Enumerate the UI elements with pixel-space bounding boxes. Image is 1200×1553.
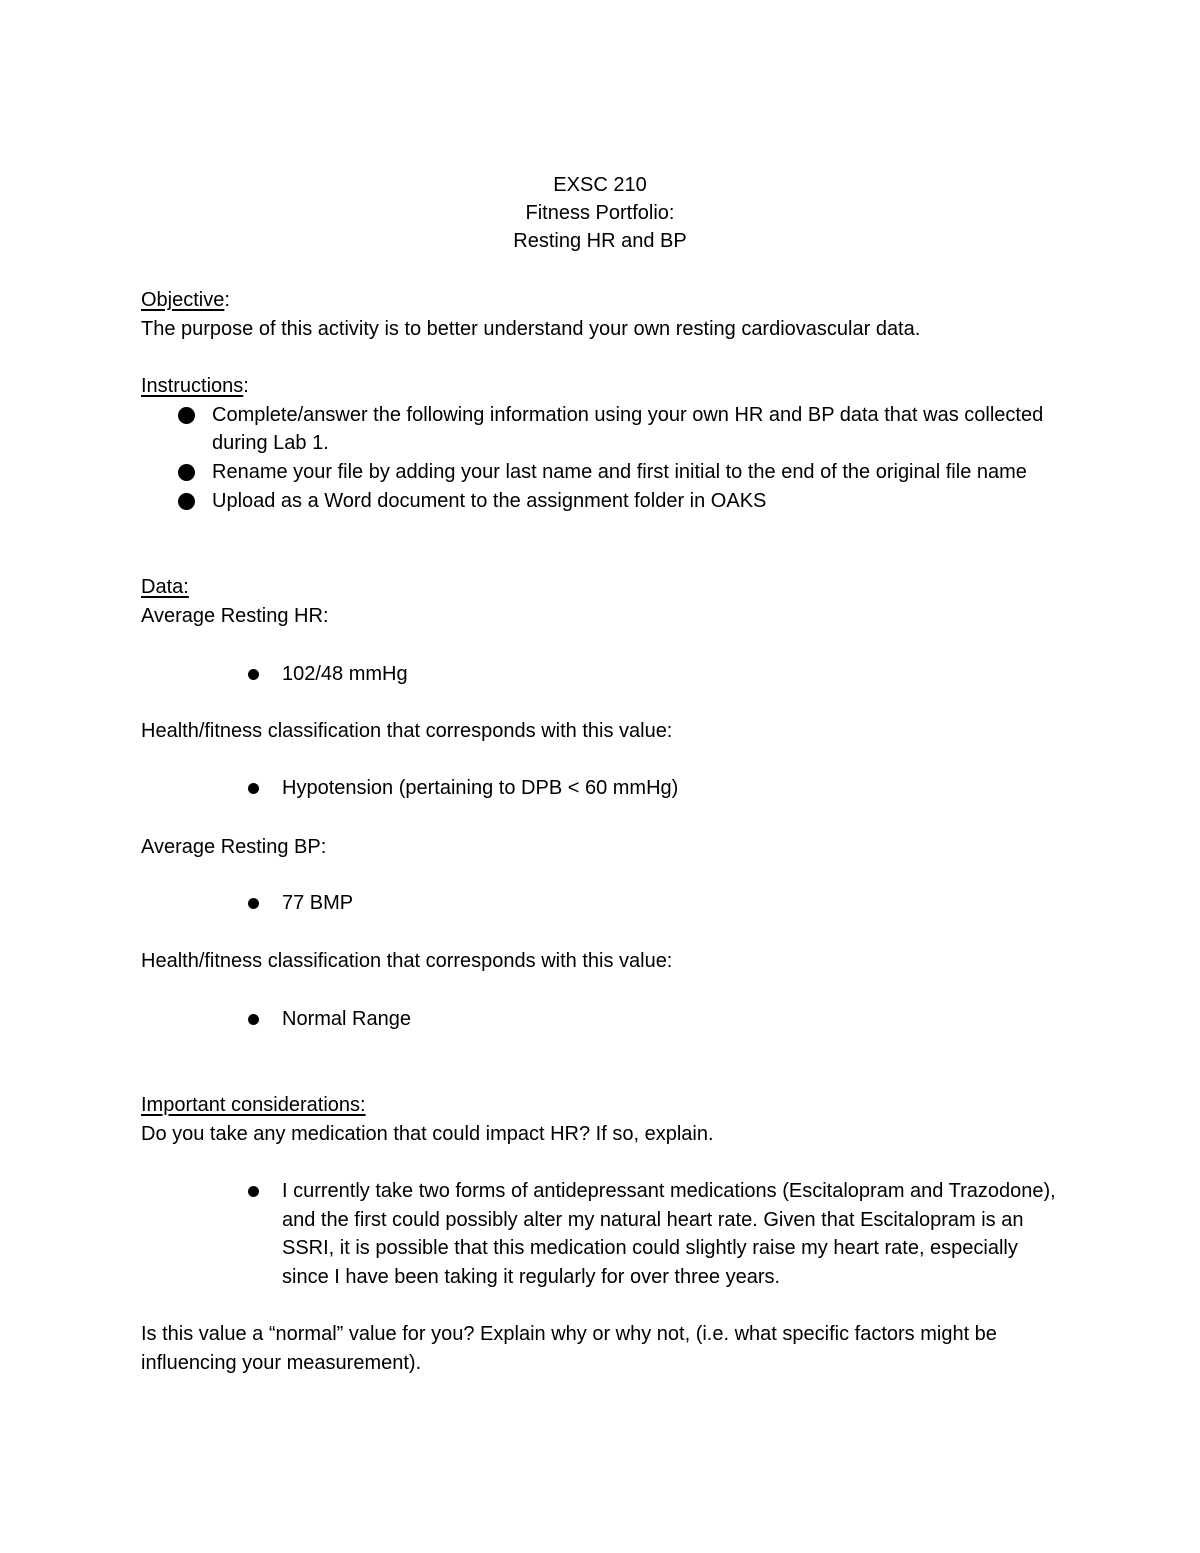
bullet-icon bbox=[248, 1014, 259, 1025]
data-section bbox=[141, 573, 1071, 630]
bullet-icon bbox=[248, 669, 259, 680]
bullet-icon bbox=[248, 1186, 259, 1197]
medication-question: Do you take any medication that could impact HR? If so, explain. bbox=[141, 1122, 714, 1145]
document-header bbox=[0, 171, 1200, 256]
objective-heading-line bbox=[141, 286, 1071, 315]
objective-heading: Objective bbox=[141, 289, 225, 311]
classification-value-2: Normal Range bbox=[282, 1008, 411, 1030]
instructions-section bbox=[141, 372, 1071, 516]
bp-value-item bbox=[282, 889, 1062, 918]
normal-value-question: Is this value a “normal” value for you? Explain why or why not, (i.e. what specific factors might be influencing your measurement). bbox=[141, 1323, 997, 1374]
list-item-text: Complete/answer the following information using your own HR and BP data that was collected during Lab 1. bbox=[212, 403, 1044, 455]
data-heading: Data: bbox=[141, 576, 189, 598]
bullet-icon bbox=[178, 464, 195, 481]
classification-label-1: Health/fitness classification that corresponds with this value: bbox=[141, 720, 673, 742]
bullet-icon bbox=[248, 783, 259, 794]
instructions-heading-line bbox=[141, 372, 1071, 401]
hr-value-item bbox=[282, 660, 1062, 689]
bp-value: 77 BMP bbox=[282, 892, 354, 914]
bullet-icon bbox=[178, 407, 195, 424]
objective-section bbox=[141, 286, 1071, 343]
objective-text: The purpose of this activity is to better understand your own resting cardiovascular data. bbox=[141, 317, 921, 340]
document-subtitle: Resting HR and BP bbox=[513, 230, 687, 253]
considerations-section bbox=[141, 1091, 1071, 1148]
list-item-text: Rename your file by adding your last name and first initial to the end of the original file name bbox=[212, 461, 1027, 484]
list-item-text: Upload as a Word document to the assignment folder in OAKS bbox=[212, 489, 767, 512]
considerations-heading: Important considerations: bbox=[141, 1094, 366, 1116]
instructions-heading: Instructions bbox=[141, 375, 244, 397]
medication-answer-item bbox=[282, 1177, 1062, 1292]
bp-label: Average Resting BP: bbox=[141, 836, 327, 858]
bullet-icon bbox=[178, 493, 195, 510]
list-item bbox=[141, 401, 1071, 458]
list-item bbox=[141, 458, 1071, 487]
instructions-list bbox=[141, 401, 1071, 516]
classification-item-2 bbox=[282, 1005, 1062, 1034]
bullet-icon bbox=[248, 898, 259, 909]
instructions-colon: : bbox=[243, 375, 249, 397]
hr-value: 102/48 mmHg bbox=[282, 663, 408, 685]
classification-value-1: Hypotension (pertaining to DPB < 60 mmHg) bbox=[282, 777, 679, 799]
classification-item-1 bbox=[282, 774, 1062, 803]
document-title: Fitness Portfolio: bbox=[525, 202, 675, 225]
list-item bbox=[141, 487, 1071, 516]
course-code: EXSC 210 bbox=[553, 174, 647, 196]
medication-answer: I currently take two forms of antidepressant medications (Escitalopram and Trazodone), and the first could possibly alter my natural heart rate. Given that Escitalopram is an SSRI, it is possible that this medication could slightly raise my heart rate, especially since I have been taking it regularly for over three years. bbox=[282, 1180, 1056, 1289]
objective-colon: : bbox=[224, 289, 230, 311]
hr-label: Average Resting HR: bbox=[141, 604, 329, 627]
classification-label-2: Health/fitness classification that corresponds with this value: bbox=[141, 950, 673, 972]
